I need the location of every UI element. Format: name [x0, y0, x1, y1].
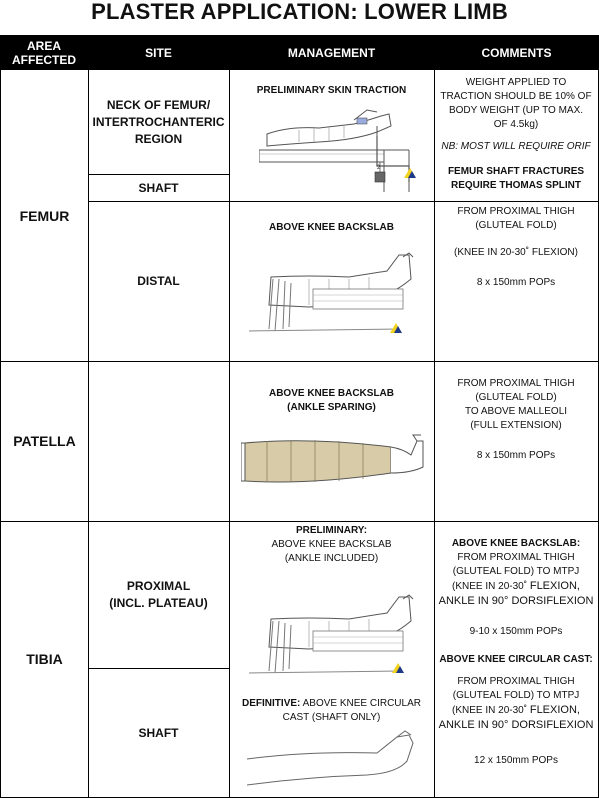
mgmt-patella: ABOVE KNEE BACKSLAB (ANKLE SPARING): [229, 361, 435, 522]
area-patella: PATELLA: [0, 361, 89, 522]
header-site: SITE: [88, 35, 229, 70]
site-tibia-proximal: PROXIMAL (INCL. PLATEAU): [88, 521, 230, 669]
comments-femur-distal: FROM PROXIMAL THIGH (GLUTEAL FOLD) (KNEE IN 20-30˚ FLEXION) 8 x 150mm POPs: [434, 201, 599, 362]
svg-text:2: 2: [377, 165, 381, 171]
mgmt-femur-traction: PRELIMINARY SKIN TRACTION 2: [229, 70, 435, 202]
site-neck-of-femur: NECK OF FEMUR/ INTERTROCHANTERIC REGION: [88, 70, 230, 175]
logo-icon: [392, 663, 404, 675]
comments-patella: FROM PROXIMAL THIGH (GLUTEAL FOLD) TO ABOVE MALLEOLI (FULL EXTENSION) 8 x 150mm POPs: [434, 361, 599, 522]
comments-femur-traction: WEIGHT APPLIED TO TRACTION SHOULD BE 10% OF BODY WEIGHT (UP TO MAX. OF 4.5kg) NB: MOST WILL REQUIRE ORIF FEMUR SHAFT FRACTURES REQUIRE THOMAS SPLINT: [434, 70, 599, 202]
header-area: [0, 35, 88, 70]
area-tibia: TIBIA: [0, 521, 89, 798]
header-management: MANAGEMENT: [229, 35, 434, 70]
page-title: PLASTER APPLICATION: LOWER LIMB: [91, 0, 508, 24]
site-tibia-shaft: SHAFT: [88, 668, 230, 798]
site-patella: [88, 361, 230, 522]
circular-cast-illustration: [247, 729, 423, 795]
mgmt-tibia: PRELIMINARY: ABOVE KNEE BACKSLAB (ANKLE INCLUDED) DEFINITIVE: ABOVE KNEE CIRCULAR CAST (SHAFT ONLY): [229, 521, 435, 798]
logo-icon: [404, 168, 416, 180]
site-femur-distal: DISTAL: [88, 201, 230, 362]
mgmt-femur-distal: ABOVE KNEE BACKSLAB: [229, 201, 435, 362]
logo-icon: [390, 323, 402, 335]
traction-leg-illustration: [259, 106, 419, 192]
site-femur-shaft: SHAFT: [88, 174, 230, 202]
area-femur: FEMUR: [0, 70, 89, 362]
comments-tibia: ABOVE KNEE BACKSLAB: FROM PROXIMAL THIGH (GLUTEAL FOLD) TO MTPJ (KNEE IN 20-30˚ FLEXION, ANKLE IN 90° DORSIFLEXION 9-10 x 150mm POPs ABOVE KNEE CIRCULAR CAST: FROM PROXIMAL THIGH (GLUTEAL FOLD) TO MTPJ (KNEE IN 20-30˚ FLEXION, ANKLE IN 90° DORSIFLEXION 12 x 150mm POPs: [434, 521, 599, 798]
patella-cast-illustration: [241, 433, 427, 495]
header-area-label: AREA AFFECTED: [12, 38, 76, 67]
header-comments: COMMENTS: [434, 35, 599, 70]
